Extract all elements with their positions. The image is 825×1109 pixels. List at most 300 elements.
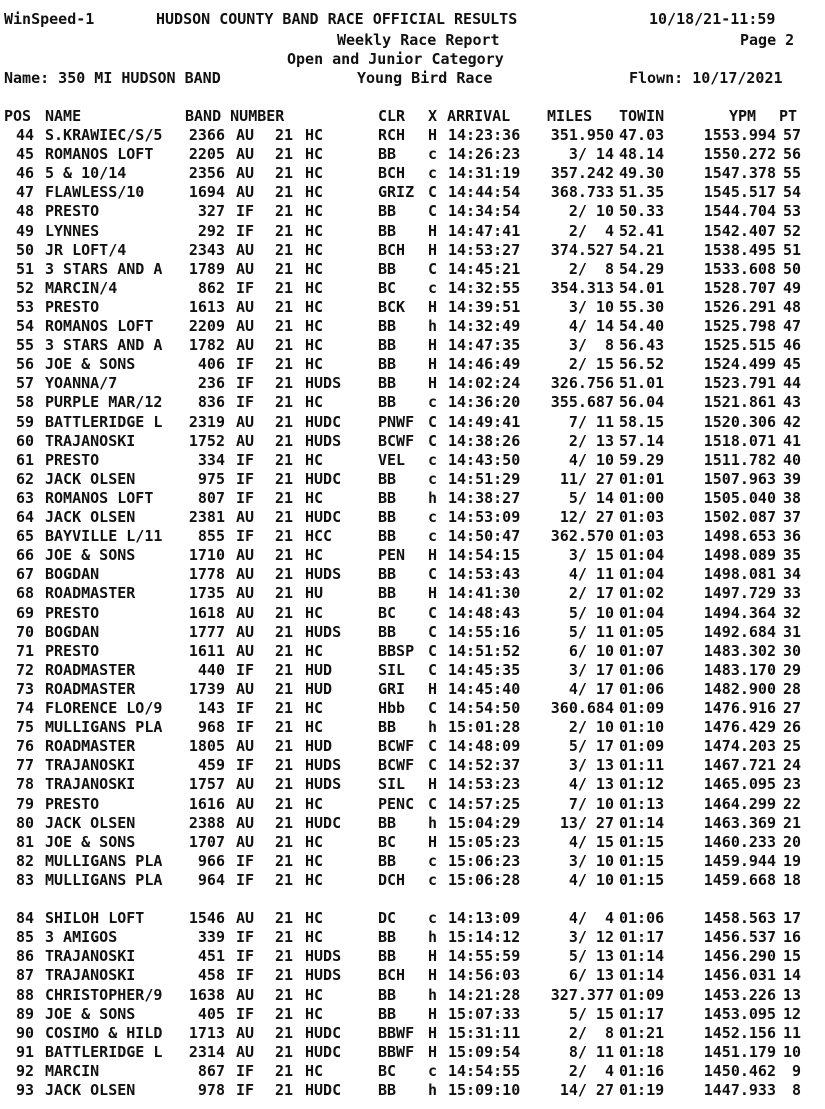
cell-pos: 64 bbox=[15, 508, 34, 526]
cell-clr: BB bbox=[378, 336, 397, 354]
cell-x: H bbox=[428, 126, 438, 144]
cell-pfx: IF bbox=[236, 756, 255, 774]
cell-arrival: 14:36:20 bbox=[448, 393, 521, 411]
cell-pos: 50 bbox=[15, 241, 34, 259]
cell-clr: BB bbox=[378, 508, 397, 526]
table-row bbox=[0, 775, 825, 794]
cell-miles: 2/ 10 bbox=[568, 202, 614, 220]
cell-pos: 83 bbox=[15, 871, 34, 889]
cell-clr: BB bbox=[378, 947, 397, 965]
cell-band: 339 bbox=[197, 928, 225, 946]
cell-x: C bbox=[428, 623, 438, 641]
cell-x: C bbox=[428, 432, 438, 450]
table-row bbox=[0, 413, 825, 432]
cell-towin: 56.52 bbox=[619, 355, 665, 373]
cell-x: H bbox=[428, 355, 438, 373]
cell-pt: 16 bbox=[782, 928, 801, 946]
cell-ypm: 1476.429 bbox=[703, 718, 776, 736]
table-row bbox=[0, 852, 825, 871]
cell-pos: 85 bbox=[15, 928, 34, 946]
cell-pfx: AU bbox=[236, 241, 255, 259]
cell-yr: 21 bbox=[275, 508, 294, 526]
cell-pfx: IF bbox=[236, 1062, 255, 1080]
cell-band: 2343 bbox=[188, 241, 225, 259]
cell-band: 978 bbox=[197, 1081, 225, 1099]
cell-clr: PEN bbox=[378, 546, 406, 564]
cell-miles: 12/ 27 bbox=[559, 508, 614, 526]
cell-miles: 14/ 27 bbox=[559, 1081, 614, 1099]
cell-band: 440 bbox=[197, 661, 225, 679]
cell-club: HC bbox=[305, 928, 324, 946]
cell-clr: BB bbox=[378, 1005, 397, 1023]
cell-name: ROMANOS LOFT bbox=[45, 317, 154, 335]
cell-clr: GRIZ bbox=[378, 183, 415, 201]
cell-yr: 21 bbox=[275, 584, 294, 602]
cell-ypm: 1474.203 bbox=[703, 737, 776, 755]
cell-club: HUDS bbox=[305, 756, 342, 774]
cell-arrival: 14:48:43 bbox=[448, 604, 521, 622]
table-row bbox=[0, 508, 825, 527]
table-row bbox=[0, 642, 825, 661]
cell-pfx: AU bbox=[236, 909, 255, 927]
cell-miles: 7/ 10 bbox=[568, 795, 614, 813]
cell-club: HUD bbox=[305, 661, 333, 679]
cell-name: MULLIGANS PLA bbox=[45, 852, 163, 870]
cell-towin: 01:00 bbox=[619, 489, 665, 507]
cell-club: HUD bbox=[305, 737, 333, 755]
report-subtitle: Weekly Race Report bbox=[337, 31, 500, 49]
cell-towin: 47.03 bbox=[619, 126, 665, 144]
cell-band: 2356 bbox=[188, 164, 225, 182]
cell-towin: 54.40 bbox=[619, 317, 665, 335]
cell-ypm: 1498.081 bbox=[703, 565, 776, 583]
cell-miles: 2/ 8 bbox=[568, 1024, 614, 1042]
cell-yr: 21 bbox=[275, 260, 294, 278]
cell-towin: 51.01 bbox=[619, 374, 665, 392]
cell-ypm: 1523.791 bbox=[703, 374, 776, 392]
table-row bbox=[0, 393, 825, 412]
cell-yr: 21 bbox=[275, 1024, 294, 1042]
cell-name: MARCIN bbox=[45, 1062, 100, 1080]
table-row bbox=[0, 1005, 825, 1024]
cell-pos: 58 bbox=[15, 393, 34, 411]
cell-towin: 01:14 bbox=[619, 814, 665, 832]
cell-arrival: 14:39:51 bbox=[448, 298, 521, 316]
cell-yr: 21 bbox=[275, 432, 294, 450]
cell-clr: BB bbox=[378, 374, 397, 392]
cell-pfx: IF bbox=[236, 489, 255, 507]
cell-arrival: 14:32:49 bbox=[448, 317, 521, 335]
col-header-towin: TOWIN bbox=[619, 107, 665, 125]
header-line-1 bbox=[0, 10, 825, 29]
cell-ypm: 1553.994 bbox=[703, 126, 776, 144]
cell-x: H bbox=[428, 775, 438, 793]
cell-clr: BB bbox=[378, 1081, 397, 1099]
cell-clr: BB bbox=[378, 317, 397, 335]
cell-x: H bbox=[428, 966, 438, 984]
cell-club: HC bbox=[305, 202, 324, 220]
cell-yr: 21 bbox=[275, 470, 294, 488]
cell-yr: 21 bbox=[275, 241, 294, 259]
cell-towin: 54.21 bbox=[619, 241, 665, 259]
cell-yr: 21 bbox=[275, 336, 294, 354]
cell-pfx: AU bbox=[236, 508, 255, 526]
cell-towin: 01:09 bbox=[619, 986, 665, 1004]
cell-band: 968 bbox=[197, 718, 225, 736]
cell-pos: 56 bbox=[15, 355, 34, 373]
cell-clr: BC bbox=[378, 1062, 397, 1080]
cell-pfx: AU bbox=[236, 260, 255, 278]
cell-pfx: AU bbox=[236, 432, 255, 450]
table-row bbox=[0, 1062, 825, 1081]
cell-yr: 21 bbox=[275, 202, 294, 220]
cell-yr: 21 bbox=[275, 966, 294, 984]
cell-pt: 33 bbox=[782, 584, 801, 602]
cell-towin: 01:15 bbox=[619, 833, 665, 851]
cell-miles: 4/ 17 bbox=[568, 680, 614, 698]
cell-yr: 21 bbox=[275, 546, 294, 564]
cell-pos: 69 bbox=[15, 604, 34, 622]
cell-clr: BBWF bbox=[378, 1024, 415, 1042]
cell-club: HC bbox=[305, 451, 324, 469]
cell-x: H bbox=[428, 1005, 438, 1023]
cell-club: HUDS bbox=[305, 374, 342, 392]
cell-ypm: 1456.031 bbox=[703, 966, 776, 984]
cell-ypm: 1453.095 bbox=[703, 1005, 776, 1023]
table-row bbox=[0, 795, 825, 814]
cell-towin: 01:14 bbox=[619, 947, 665, 965]
cell-club: HC bbox=[305, 393, 324, 411]
cell-arrival: 14:45:21 bbox=[448, 260, 521, 278]
cell-towin: 01:11 bbox=[619, 756, 665, 774]
cell-clr: BB bbox=[378, 852, 397, 870]
cell-club: HC bbox=[305, 1005, 324, 1023]
table-row bbox=[0, 317, 825, 336]
cell-club: HC bbox=[305, 317, 324, 335]
cell-miles: 4/ 4 bbox=[568, 909, 614, 927]
cell-name: PRESTO bbox=[45, 642, 100, 660]
table-row bbox=[0, 909, 825, 928]
cell-clr: BCWF bbox=[378, 737, 415, 755]
cell-towin: 01:16 bbox=[619, 1062, 665, 1080]
cell-pt: 20 bbox=[782, 833, 801, 851]
cell-towin: 01:06 bbox=[619, 680, 665, 698]
cell-x: H bbox=[428, 374, 438, 392]
cell-pt: 57 bbox=[782, 126, 801, 144]
cell-pt: 40 bbox=[782, 451, 801, 469]
cell-ypm: 1521.861 bbox=[703, 393, 776, 411]
cell-band: 334 bbox=[197, 451, 225, 469]
cell-clr: PNWF bbox=[378, 413, 415, 431]
cell-pos: 77 bbox=[15, 756, 34, 774]
table-row bbox=[0, 718, 825, 737]
cell-x: c bbox=[428, 164, 438, 182]
report-datetime: 10/18/21-11:59 bbox=[649, 10, 776, 28]
cell-pt: 55 bbox=[782, 164, 801, 182]
cell-towin: 01:06 bbox=[619, 909, 665, 927]
cell-pfx: AU bbox=[236, 546, 255, 564]
cell-band: 1782 bbox=[188, 336, 225, 354]
cell-miles: 13/ 27 bbox=[559, 814, 614, 832]
cell-towin: 01:05 bbox=[619, 623, 665, 641]
cell-pos: 68 bbox=[15, 584, 34, 602]
cell-x: h bbox=[428, 986, 438, 1004]
cell-pfx: AU bbox=[236, 1024, 255, 1042]
cell-miles: 4/ 10 bbox=[568, 451, 614, 469]
cell-miles: 4/ 10 bbox=[568, 871, 614, 889]
col-header-pos: POS bbox=[4, 107, 32, 125]
cell-miles: 2/ 13 bbox=[568, 432, 614, 450]
cell-ypm: 1492.684 bbox=[703, 623, 776, 641]
cell-pfx: IF bbox=[236, 451, 255, 469]
cell-towin: 59.29 bbox=[619, 451, 665, 469]
cell-yr: 21 bbox=[275, 393, 294, 411]
cell-arrival: 14:53:43 bbox=[448, 565, 521, 583]
cell-arrival: 14:46:49 bbox=[448, 355, 521, 373]
table-row bbox=[0, 1043, 825, 1062]
cell-pt: 38 bbox=[782, 489, 801, 507]
cell-club: HC bbox=[305, 871, 324, 889]
cell-miles: 4/ 14 bbox=[568, 317, 614, 335]
cell-club: HC bbox=[305, 260, 324, 278]
cell-ypm: 1497.729 bbox=[703, 584, 776, 602]
cell-arrival: 14:52:37 bbox=[448, 756, 521, 774]
cell-pos: 80 bbox=[15, 814, 34, 832]
cell-name: TRAJANOSKI bbox=[45, 756, 136, 774]
table-row bbox=[0, 183, 825, 202]
cell-arrival: 15:09:10 bbox=[448, 1081, 521, 1099]
cell-ypm: 1450.462 bbox=[703, 1062, 776, 1080]
cell-pos: 91 bbox=[15, 1043, 34, 1061]
cell-ypm: 1452.156 bbox=[703, 1024, 776, 1042]
cell-ypm: 1467.721 bbox=[703, 756, 776, 774]
cell-name: JOE & SONS bbox=[45, 355, 136, 373]
cell-club: HC bbox=[305, 489, 324, 507]
cell-ypm: 1511.782 bbox=[703, 451, 776, 469]
cell-towin: 54.29 bbox=[619, 260, 665, 278]
cell-club: HUDC bbox=[305, 814, 342, 832]
cell-name: JACK OLSEN bbox=[45, 814, 136, 832]
cell-band: 451 bbox=[197, 947, 225, 965]
cell-yr: 21 bbox=[275, 1005, 294, 1023]
table-row bbox=[0, 546, 825, 565]
cell-yr: 21 bbox=[275, 852, 294, 870]
cell-x: c bbox=[428, 871, 438, 889]
cell-yr: 21 bbox=[275, 1043, 294, 1061]
cell-miles: 2/ 10 bbox=[568, 718, 614, 736]
cell-arrival: 14:49:41 bbox=[448, 413, 521, 431]
cell-club: HC bbox=[305, 298, 324, 316]
cell-clr: BB bbox=[378, 565, 397, 583]
cell-pt: 25 bbox=[782, 737, 801, 755]
cell-ypm: 1547.378 bbox=[703, 164, 776, 182]
cell-arrival: 14:54:15 bbox=[448, 546, 521, 564]
cell-yr: 21 bbox=[275, 737, 294, 755]
cell-pos: 87 bbox=[15, 966, 34, 984]
cell-club: HC bbox=[305, 604, 324, 622]
page-number: Page 2 bbox=[740, 31, 795, 49]
col-header-miles: MILES bbox=[547, 107, 593, 125]
cell-pos: 46 bbox=[15, 164, 34, 182]
cell-clr: BB bbox=[378, 260, 397, 278]
cell-pos: 86 bbox=[15, 947, 34, 965]
cell-ypm: 1460.233 bbox=[703, 833, 776, 851]
cell-clr: BCH bbox=[378, 164, 406, 182]
cell-yr: 21 bbox=[275, 527, 294, 545]
cell-band: 1757 bbox=[188, 775, 225, 793]
cell-band: 1710 bbox=[188, 546, 225, 564]
cell-pfx: IF bbox=[236, 718, 255, 736]
cell-clr: BB bbox=[378, 393, 397, 411]
cell-pt: 52 bbox=[782, 222, 801, 240]
header-line-4 bbox=[0, 69, 825, 88]
cell-clr: DCH bbox=[378, 871, 406, 889]
cell-pt: 13 bbox=[782, 986, 801, 1004]
cell-band: 1546 bbox=[188, 909, 225, 927]
cell-pfx: AU bbox=[236, 584, 255, 602]
cell-miles: 327.377 bbox=[550, 986, 614, 1004]
table-row bbox=[0, 355, 825, 374]
cell-pos: 81 bbox=[15, 833, 34, 851]
cell-miles: 5/ 11 bbox=[568, 623, 614, 641]
cell-yr: 21 bbox=[275, 642, 294, 660]
cell-pos: 90 bbox=[15, 1024, 34, 1042]
cell-clr: BB bbox=[378, 527, 397, 545]
cell-ypm: 1451.179 bbox=[703, 1043, 776, 1061]
cell-pfx: AU bbox=[236, 336, 255, 354]
cell-pt: 37 bbox=[782, 508, 801, 526]
cell-towin: 01:18 bbox=[619, 1043, 665, 1061]
cell-pt: 19 bbox=[782, 852, 801, 870]
cell-club: HC bbox=[305, 795, 324, 813]
cell-ypm: 1463.369 bbox=[703, 814, 776, 832]
table-row bbox=[0, 279, 825, 298]
cell-yr: 21 bbox=[275, 126, 294, 144]
cell-pfx: AU bbox=[236, 986, 255, 1004]
cell-miles: 8/ 11 bbox=[568, 1043, 614, 1061]
cell-pos: 51 bbox=[15, 260, 34, 278]
column-headers bbox=[0, 107, 825, 126]
cell-ypm: 1502.087 bbox=[703, 508, 776, 526]
col-header-x: X bbox=[428, 107, 438, 125]
cell-arrival: 14:23:36 bbox=[448, 126, 521, 144]
cell-miles: 3/ 17 bbox=[568, 661, 614, 679]
cell-towin: 01:06 bbox=[619, 661, 665, 679]
cell-arrival: 14:54:50 bbox=[448, 699, 521, 717]
table-row bbox=[0, 202, 825, 221]
table-row bbox=[0, 374, 825, 393]
cell-x: c bbox=[428, 279, 438, 297]
cell-x: c bbox=[428, 527, 438, 545]
cell-pos: 84 bbox=[15, 909, 34, 927]
table-row bbox=[0, 432, 825, 451]
table-row bbox=[0, 126, 825, 145]
cell-ypm: 1459.944 bbox=[703, 852, 776, 870]
cell-ypm: 1459.668 bbox=[703, 871, 776, 889]
cell-pos: 75 bbox=[15, 718, 34, 736]
cell-band: 862 bbox=[197, 279, 225, 297]
cell-name: ROADMASTER bbox=[45, 680, 136, 698]
cell-ypm: 1520.306 bbox=[703, 413, 776, 431]
cell-ypm: 1456.290 bbox=[703, 947, 776, 965]
cell-pos: 45 bbox=[15, 145, 34, 163]
cell-ypm: 1453.226 bbox=[703, 986, 776, 1004]
cell-towin: 01:04 bbox=[619, 604, 665, 622]
cell-pt: 48 bbox=[782, 298, 801, 316]
cell-clr: BC bbox=[378, 279, 397, 297]
cell-club: HC bbox=[305, 355, 324, 373]
cell-x: h bbox=[428, 718, 438, 736]
cell-name: ROADMASTER bbox=[45, 661, 136, 679]
cell-clr: PENC bbox=[378, 795, 415, 813]
cell-yr: 21 bbox=[275, 222, 294, 240]
cell-miles: 5/ 10 bbox=[568, 604, 614, 622]
cell-name: JOE & SONS bbox=[45, 546, 136, 564]
cell-towin: 01:10 bbox=[619, 718, 665, 736]
cell-clr: Hbb bbox=[378, 699, 406, 717]
cell-yr: 21 bbox=[275, 661, 294, 679]
cell-pfx: IF bbox=[236, 1005, 255, 1023]
cell-yr: 21 bbox=[275, 145, 294, 163]
cell-clr: BB bbox=[378, 928, 397, 946]
cell-club: HUDS bbox=[305, 432, 342, 450]
cell-clr: BCH bbox=[378, 241, 406, 259]
cell-arrival: 14:26:23 bbox=[448, 145, 521, 163]
cell-yr: 21 bbox=[275, 355, 294, 373]
cell-band: 2388 bbox=[188, 814, 225, 832]
cell-arrival: 15:09:54 bbox=[448, 1043, 521, 1061]
cell-band: 236 bbox=[197, 374, 225, 392]
table-row bbox=[0, 298, 825, 317]
cell-arrival: 14:34:54 bbox=[448, 202, 521, 220]
cell-arrival: 14:53:23 bbox=[448, 775, 521, 793]
cell-yr: 21 bbox=[275, 164, 294, 182]
cell-clr: BB bbox=[378, 145, 397, 163]
cell-yr: 21 bbox=[275, 317, 294, 335]
cell-towin: 01:19 bbox=[619, 1081, 665, 1099]
cell-band: 964 bbox=[197, 871, 225, 889]
cell-pfx: IF bbox=[236, 871, 255, 889]
cell-ypm: 1482.900 bbox=[703, 680, 776, 698]
cell-name: FLORENCE LO/9 bbox=[45, 699, 163, 717]
cell-pt: 39 bbox=[782, 470, 801, 488]
cell-miles: 3/ 13 bbox=[568, 756, 614, 774]
cell-name: JOE & SONS bbox=[45, 833, 136, 851]
cell-yr: 21 bbox=[275, 279, 294, 297]
cell-clr: BB bbox=[378, 986, 397, 1004]
table-row bbox=[0, 947, 825, 966]
cell-arrival: 15:01:28 bbox=[448, 718, 521, 736]
cell-x: C bbox=[428, 756, 438, 774]
cell-pt: 51 bbox=[782, 241, 801, 259]
cell-x: C bbox=[428, 795, 438, 813]
table-row bbox=[0, 928, 825, 947]
cell-arrival: 14:45:35 bbox=[448, 661, 521, 679]
cell-name: JACK OLSEN bbox=[45, 470, 136, 488]
cell-pt: 47 bbox=[782, 317, 801, 335]
cell-club: HC bbox=[305, 222, 324, 240]
cell-x: C bbox=[428, 565, 438, 583]
table-row bbox=[0, 966, 825, 985]
table-row bbox=[0, 680, 825, 699]
cell-clr: BB bbox=[378, 355, 397, 373]
cell-club: HC bbox=[305, 145, 324, 163]
cell-band: 2366 bbox=[188, 126, 225, 144]
cell-name: BAYVILLE L/11 bbox=[45, 527, 163, 545]
cell-band: 458 bbox=[197, 966, 225, 984]
cell-x: h bbox=[428, 489, 438, 507]
cell-x: C bbox=[428, 260, 438, 278]
